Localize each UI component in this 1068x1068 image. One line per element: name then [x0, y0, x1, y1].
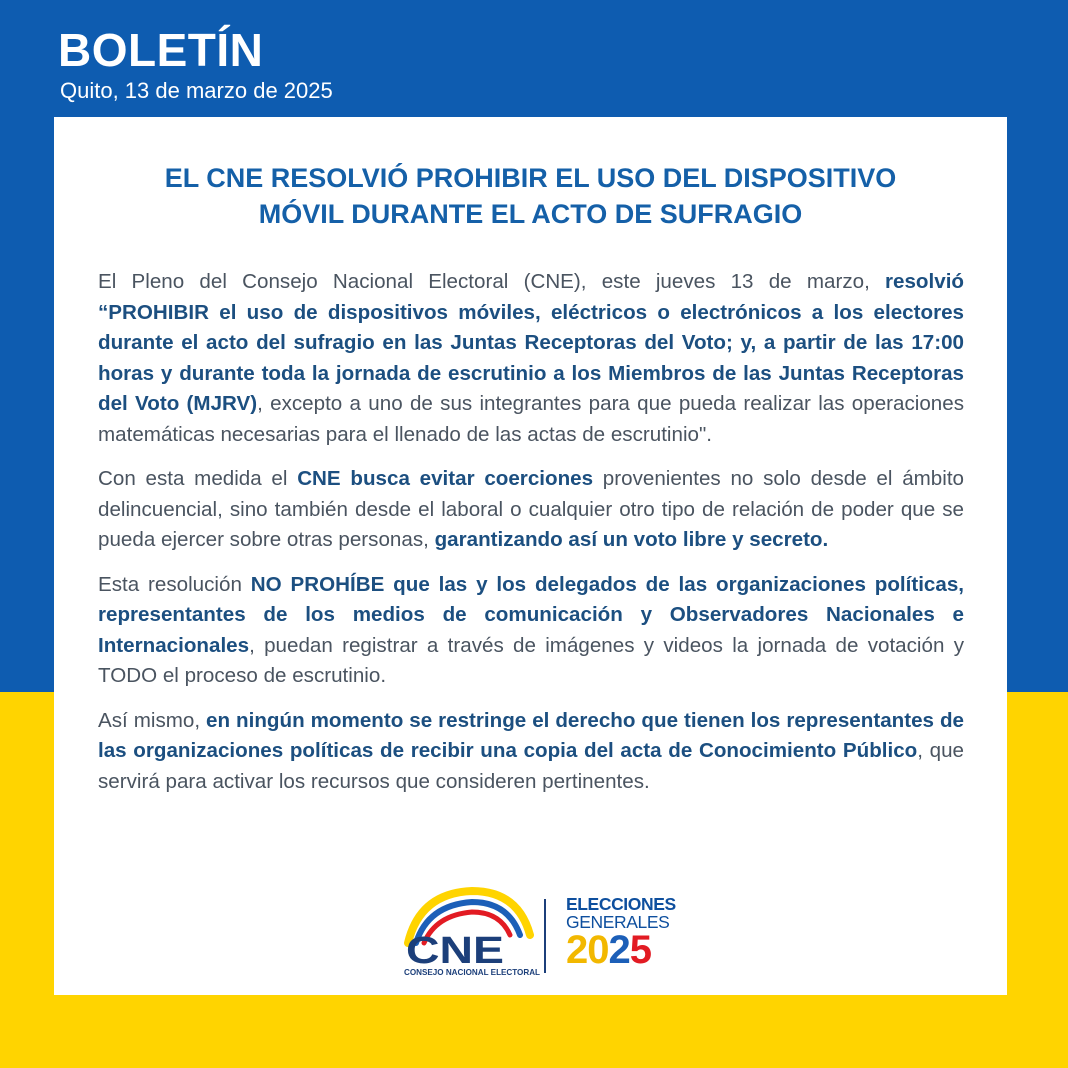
cne-logo-text: CNE	[406, 930, 504, 972]
p1-run-3: , excepto a uno de sus integrantes para que pueda realizar las operaciones matemáticas necesarias para el llenado de las actas de escrutinio".	[98, 392, 965, 446]
footer-logos	[402, 885, 682, 977]
headline-line-1: EL CNE RESOLVIÓ PROHIBIR EL USO DEL DISPOSITIVO	[164, 163, 897, 193]
paragraph-1	[98, 267, 964, 450]
p3-run-2: NO PROHÍBE que las y los delegados de las organizaciones políticas, representantes de los medios de comunicación y Observadores Nacionales e Internacionales	[98, 572, 965, 657]
p1-run-2: resolvió “PROHIBIR el uso de dispositivos móviles, eléctricos o electrónicos a los electores durante el acto del sufragio en las Juntas Receptoras del Voto; y, a partir de las 17:00 horas y durante toda la jornada de escrutinio a los Miembros de las Juntas Receptoras del Voto (MJRV)	[98, 270, 964, 415]
paragraph-3	[98, 570, 964, 692]
paragraph-2	[98, 464, 964, 556]
logo-divider	[544, 899, 546, 973]
p4-run-3: , que servirá para activar los recursos que consideren pertinentes.	[98, 739, 964, 793]
bulletin-card	[54, 117, 1007, 995]
p3-run-1: Esta resolución	[98, 572, 251, 596]
cne-logo	[402, 885, 542, 977]
p4-run-1: Así mismo,	[98, 708, 207, 732]
year-digit-4: 5	[629, 928, 651, 972]
elecciones-line-1: ELECCIONES	[566, 894, 676, 914]
p2-run-3: provenientes no solo desde el ámbito delincuencial, sino también desde el laboral o cualquier otro tipo de relación de poder que se pueda ejercer sobre otras personas,	[98, 467, 965, 551]
bulletin-title: BOLETÍN	[58, 24, 264, 76]
paragraph-4	[98, 706, 964, 798]
p4-run-2: en ningún momento se restringe el derecho que tienen los representantes de las organizaciones políticas de recibir una copia del acta de Conocimiento Público	[98, 708, 964, 762]
bulletin-date: Quito, 13 de marzo de 2025	[60, 78, 333, 103]
p1-run-1: El Pleno del Consejo Nacional Electoral (CNE), este jueves 13 de marzo,	[98, 270, 886, 293]
p2-run-4: garantizando así un voto libre y secreto.	[434, 528, 829, 551]
year-digit-2: 0	[587, 928, 609, 972]
elecciones-line-2: GENERALES	[566, 912, 670, 932]
p3-run-3: , puedan registrar a través de imágenes y videos la jornada de votación y TODO el proceso de escrutinio.	[98, 633, 964, 687]
year-digit-1: 2	[566, 928, 588, 972]
elecciones-logo	[566, 895, 686, 975]
cne-logo-caption: CONSEJO NACIONAL ELECTORAL	[404, 967, 540, 977]
year-digit-3: 2	[608, 928, 630, 972]
article-body	[98, 267, 964, 811]
headline-line-2: MÓVIL DURANTE EL ACTO DE SUFRAGIO	[258, 199, 803, 229]
p2-run-1: Con esta medida el	[98, 467, 298, 490]
headline	[54, 160, 1007, 232]
p2-run-2: CNE busca evitar coerciones	[297, 467, 594, 490]
elecciones-year	[566, 928, 686, 972]
